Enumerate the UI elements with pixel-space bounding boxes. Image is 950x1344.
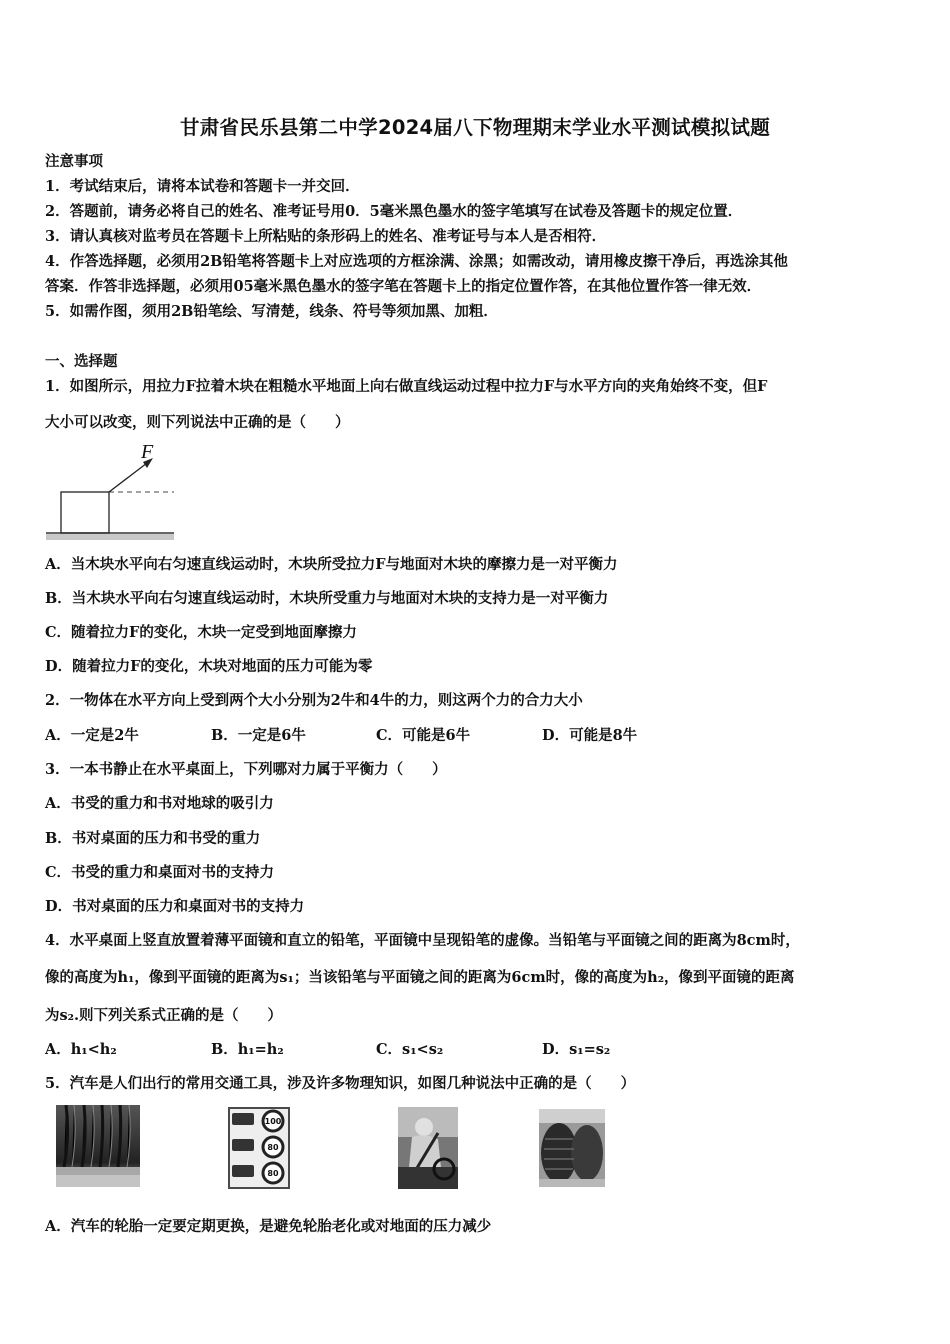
question-1-option: A．当木块水平向右匀速直线运动时，木块所受拉力F与地面对木块的摩擦力是一对平衡力 [45, 556, 618, 573]
question-4-option: B．h₁=h₂ [211, 1041, 284, 1058]
question-4-stem: 4．水平桌面上竖直放置着薄平面镜和直立的铅笔，平面镜中呈现铅笔的虚像。当铅笔与平面镜之间的距离为8cm时， [45, 932, 800, 949]
notice-item: 1．考试结束后，请将本试卷和答题卡一并交回． [45, 178, 360, 195]
notice-item: 2．答题前，请务必将自己的姓名、准考证号用0．5毫米黑色墨水的签字笔填写在试卷及答题卡的规定位置． [45, 203, 743, 220]
question-3-stem: 3．一本书静止在水平桌面上，下列哪对力属于平衡力（ ） [45, 761, 447, 778]
notice-heading: 注意事项 [45, 153, 103, 170]
page-title: 甘肃省民乐县第二中学2024届八下物理期末学业水平测试模拟试题 [179, 116, 771, 139]
question-5-stem: 5．汽车是人们出行的常用交通工具，涉及许多物理知识，如图几种说法中正确的是（ ） [45, 1075, 636, 1092]
question-2-option: D．可能是8牛 [542, 727, 638, 744]
question-2-option: C．可能是6牛 [376, 727, 471, 744]
question-4-stem: 像的高度为h₁，像到平面镜的距离为s₁；当该铅笔与平面镜之间的距离为6cm时，像的高度为h₂，像到平面镜的距离 [45, 969, 795, 986]
question-4-options [45, 1040, 905, 1060]
notice-item: 5．如需作图，须用2B铅笔绘、写清楚，线条、符号等须加黑、加粗． [45, 303, 498, 320]
question-5-option: A．汽车的轮胎一定要定期更换，是避免轮胎老化或对地面的压力减少 [45, 1218, 492, 1235]
sign-value: 80 [267, 1169, 279, 1178]
truck-tires-photo [539, 1109, 605, 1187]
block-force-diagram [44, 436, 179, 542]
section-heading: 一、选择题 [45, 353, 118, 370]
question-4-option: C．s₁<s₂ [376, 1041, 444, 1058]
driver-seatbelt-photo [398, 1107, 458, 1189]
question-2-option: A．一定是2牛 [45, 727, 139, 744]
question-4-option: A．h₁<h₂ [45, 1041, 117, 1058]
speed-limit-signs [228, 1107, 290, 1189]
force-label: F [141, 441, 154, 463]
question-3-option: B．书对桌面的压力和书受的重力 [45, 830, 261, 847]
tire-tread-photo [56, 1105, 140, 1187]
question-2-options [45, 726, 905, 746]
sign-value: 80 [267, 1143, 279, 1152]
question-2-option: B．一定是6牛 [211, 727, 306, 744]
question-1-option: D．随着拉力F的变化，木块对地面的压力可能为零 [45, 658, 373, 675]
question-1-option: B．当木块水平向右匀速直线运动时，木块所受重力与地面对木块的支持力是一对平衡力 [45, 590, 609, 607]
question-3-option: C．书受的重力和桌面对书的支持力 [45, 864, 275, 881]
sign-value: 100 [264, 1117, 282, 1126]
question-2-stem: 2．一物体在水平方向上受到两个大小分别为2牛和4牛的力，则这两个力的合力大小 [45, 692, 583, 709]
question-4-option: D．s₁=s₂ [542, 1041, 611, 1058]
question-3-option: D．书对桌面的压力和桌面对书的支持力 [45, 898, 305, 915]
question-1-stem: 大小可以改变，则下列说法中正确的是（ ） [45, 414, 350, 431]
question-1-stem: 1．如图所示，用拉力F拉着木块在粗糙水平地面上向右做直线运动过程中拉力F与水平方向的夹角始终不变，但F [45, 378, 768, 395]
question-3-option: A．书受的重力和书对地球的吸引力 [45, 795, 274, 812]
question-4-stem: 为s₂.则下列关系式正确的是（ ） [45, 1007, 283, 1024]
question-1-option: C．随着拉力F的变化，木块一定受到地面摩擦力 [45, 624, 357, 641]
notice-item: 答案．作答非选择题，必须用05毫米黑色墨水的签字笔在答题卡上的指定位置作答，在其他位置作答一律无效． [45, 278, 762, 295]
notice-item: 3．请认真核对监考员在答题卡上所粘贴的条形码上的姓名、准考证号与本人是否相符． [45, 228, 607, 245]
notice-item: 4．作答选择题，必须用2B铅笔将答题卡上对应选项的方框涂满、涂黑；如需改动，请用橡皮擦干净后，再选涂其他 [45, 253, 788, 270]
